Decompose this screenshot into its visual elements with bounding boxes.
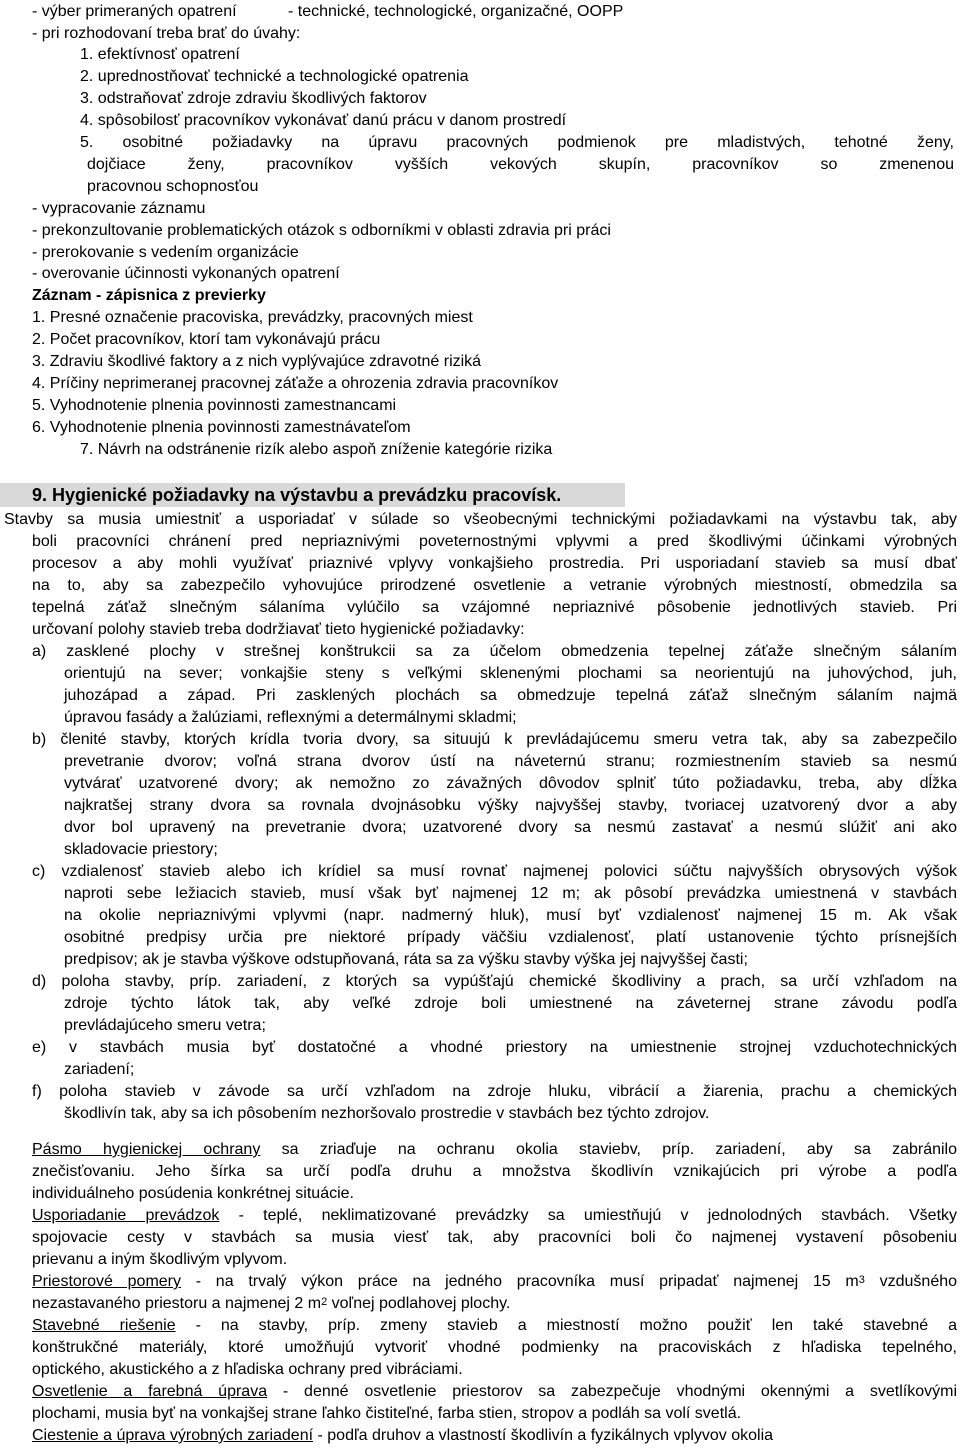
term-paragraph-line: prievanu a iným škodlivým vplyvom. <box>32 1251 288 1268</box>
term-ciestenie: Ciestenie a úprava výrobných zariadení <box>32 1427 314 1444</box>
list-item: dojčiace ženy, pracovníkov vyšších vekových skupín, pracovníkov so zmenenou <box>87 156 954 173</box>
term-paragraph-line: Stavebné riešenie - na stavby, príp. zmeny stavieb a miestností možno použiť len také stavebné a <box>32 1317 957 1334</box>
list-item: 4. spôsobilosť pracovníkov vykonávať danú prácu v danom prostredí <box>80 112 567 129</box>
list-item: 5. osobitné požiadavky na úpravu pracovných podmienok pre mladistvých, tehotné ženy, <box>80 134 954 151</box>
paragraph-line: Stavby sa musia umiestniť a usporiadať v súlade so všeobecnými technickými požiadavkami na výstavbu tak, aby <box>4 511 957 528</box>
list-item: - vypracovanie záznamu <box>32 200 206 217</box>
record-item: 6. Vyhodnotenie plnenia povinnosti zamestnávateľom <box>32 419 411 436</box>
requirement-line: zariadení; <box>64 1061 135 1078</box>
term-paragraph-line: Ciestenie a úprava výrobných zariadení - podľa druhov a vlastností škodlivín a fyzikálnych vplyvov okolia <box>32 1427 774 1444</box>
record-item: 4. Príčiny neprimeranej pracovnej záťaže a ohrozenia zdravia pracovníkov <box>32 375 559 392</box>
requirement-line: dvor bol upravený na prevetranie dvora; uzatvorené dvory sa nesmú zastavať a nesmú slúžiť ani ako <box>64 819 957 836</box>
term-pasmo: Pásmo hygienickej ochrany <box>32 1141 261 1158</box>
list-item: - technické, technologické, organizačné, OOPP <box>288 3 624 20</box>
record-title: Záznam - zápisnica z previerky <box>32 287 266 304</box>
term-paragraph-line: konštrukčné materiály, ktoré umožňujú vytvoriť vhodné podmienky na pracoviskách z hľadiska tepelného, <box>32 1339 957 1356</box>
term-usporiadanie: Usporiadanie prevádzok <box>32 1207 220 1224</box>
term-paragraph-line: Pásmo hygienickej ochrany sa zriaďuje na ochranu okolia staviebv, príp. zariadení, aby sa zabránilo <box>32 1141 958 1158</box>
requirement-line: predpisov; ak je stavba výškove odstupňovaná, ráta sa za výšku stavby výška jej najvyššej časti; <box>64 951 748 968</box>
record-item: 1. Presné označenie pracoviska, prevádzky, pracovných miest <box>32 309 473 326</box>
list-item: - prekonzultovanie problematických otázok s odborníkmi v oblasti zdravia pri práci <box>32 222 611 239</box>
requirement-line: orientujú na sever; vonkajšie steny s veľkými sklenenými plochami sa neorientujú na juhovýchod, juh, <box>64 665 957 682</box>
list-item: pracovnou schopnosťou <box>87 178 259 195</box>
record-item: 5. Vyhodnotenie plnenia povinnosti zamestnancami <box>32 397 397 414</box>
requirement-line: d) poloha stavby, príp. zariadení, z ktorých sa vypúšťajú chemické škodliviny a prach, sa určí vzhľadom na <box>32 973 957 990</box>
requirement-line: zdroje týchto látok tak, aby veľké zdroje boli umiestnené na záveternej strane závodu podľa <box>64 995 957 1012</box>
requirement-line: skladovacie priestory; <box>64 841 218 858</box>
requirement-line: c) vzdialenosť stavieb alebo ich krídiel sa musí rovnať najmenej polovici súčtu najvyšších obrysových výšok <box>32 863 957 880</box>
term-osvetlenie: Osvetlenie a farebná úprava <box>32 1383 268 1400</box>
requirement-line: prevetranie dvorov; voľná strana dvorov ústí na náveternú stranu; rozmiestnením stavieb sa nesmú <box>64 753 957 770</box>
requirement-line: škodlivín tak, aby sa ich pôsobením nezhoršovalo prostredie v stavbách bez týchto zdrojov. <box>64 1105 710 1122</box>
term-paragraph-line: plochami, musia byť na vonkajšej strane ľahko čistiteľné, farba stien, stropov a podláh sa volí svetlá. <box>32 1405 742 1422</box>
term-paragraph-line: Usporiadanie prevádzok - teplé, neklimatizované prevádzky sa umiestňujú v jednolodných stavbách. Všetky <box>32 1207 958 1224</box>
term-stavebne: Stavebné riešenie <box>32 1317 176 1334</box>
paragraph-line: na to, aby sa zabezpečilo vyhovujúce prirodzené osvetlenie a vetranie výrobných miestností, obmedzila sa <box>32 577 957 594</box>
section-heading-text: 9. Hygienické požiadavky na výstavbu a prevádzku pracovísk. <box>32 485 562 505</box>
record-item: 7. Návrh na odstránenie rizík alebo aspoň zníženie kategórie rizika <box>80 441 553 458</box>
list-item: - overovanie účinnosti vykonaných opatrení <box>32 265 340 282</box>
requirement-line: vytvárať uzatvorené dvory; ak nemožno zo závažných dôvodov splniť túto požiadavku, treba, aby dĺžka <box>64 775 957 792</box>
term-paragraph-line: Osvetlenie a farebná úprava - denné osvetlenie priestorov sa zabezpečuje vhodnými okennými a svetlíkovými <box>32 1383 958 1400</box>
term-paragraph-line: spojovacie cesty v stavbách sa musia viesť tak, aby pracovníci boli čo najmenej vystavení pôsobeniu <box>32 1229 957 1246</box>
requirement-line: na okolie nepriaznivými vplyvmi (napr. nadmerný hluk), musí byť vzdialenosť najmenej 15 m. Ak však <box>64 907 957 924</box>
paragraph-line: tepelná záťaž slnečným sálaníma vylúčilo sa vzájomné nepriaznivé pôsobenie jednotlivých stavieb. Pri <box>32 599 957 616</box>
term-paragraph-line: individuálneho posúdenia konkrétnej situácie. <box>32 1185 354 1202</box>
record-item: 2. Počet pracovníkov, ktorí tam vykonávajú prácu <box>32 331 381 348</box>
requirement-line: juhozápad a západ. Pri zasklených plochách sa obmedzuje tepelná záťaž slnečným sálaním najmä <box>64 687 957 704</box>
record-item: 3. Zdraviu škodlivé faktory a z nich vyplývajúce zdravotné riziká <box>32 353 482 370</box>
requirement-line: f) poloha stavieb v závode sa určí vzhľadom na zdroje hluku, vibrácií a žiarenia, prachu a chemických <box>32 1083 957 1100</box>
list-item: - výber primeraných opatrení <box>32 3 237 20</box>
section-heading <box>0 483 625 507</box>
list-item: 1. efektívnosť opatrení <box>80 46 240 63</box>
paragraph-line: určovaní polohy stavieb treba dodržiavať tieto hygienické požiadavky: <box>32 621 525 638</box>
list-item: - prerokovanie s vedením organizácie <box>32 244 299 261</box>
requirement-line: naproti sebe ležiacich stavieb, musí však byť najmenej 12 m; ak pôsobí prevádzka umiestnená v stavbách <box>64 885 957 902</box>
list-item: - pri rozhodovaní treba brať do úvahy: <box>32 25 301 42</box>
list-item: 3. odstraňovať zdroje zdraviu škodlivých faktorov <box>80 90 427 107</box>
term-paragraph-line: optického, akustického a z hľadiska ochrany pred vibráciami. <box>32 1361 463 1378</box>
requirement-line: najkratšej strany dvora sa rovnala dvojnásobku výšky najvyššej stavby, tvoriacej uzatvorený dvor a aby <box>64 797 957 814</box>
requirement-line: prevládajúceho smeru vetra; <box>64 1017 266 1034</box>
paragraph-line: procesov a aby mohli využívať priaznivé vplyvy vonkajšieho prostredia. Pri usporiadaní stavieb sa musí dbať <box>32 555 957 572</box>
list-item: 2. uprednostňovať technické a technologické opatrenia <box>80 68 469 85</box>
paragraph-line: boli pracovníci chránení pred nepriaznivými poveternostnými vplyvmi a pred škodlivými účinkami výrobných <box>32 533 957 550</box>
requirement-line: osobitné predpisy určia pre niektoré prípady väčšiu vzdialenosť, platí ustanovenie týchto prísnejších <box>64 929 957 946</box>
requirement-line: úpravou fasády a žalúziami, reflexnými a determálnymi skladmi; <box>64 709 517 726</box>
requirement-line: e) v stavbách musia byť dostatočné a vhodné priestory na umiestnenie strojnej vzduchotechnických <box>32 1039 957 1056</box>
term-paragraph-line: znečisťovaniu. Jeho šírka sa určí podľa druhu a množstva škodlivín vznikajúcich pri výrobe a podľa <box>32 1163 957 1180</box>
term-paragraph-line: Priestorové pomery - na trvalý výkon práce na jedného pracovníka musí pripadať najmenej 15 $m^3$ vzdušného <box>32 1273 958 1290</box>
term-priestorove: Priestorové pomery <box>32 1273 182 1290</box>
requirement-line: a) zasklené plochy v strešnej konštrukcii sa za účelom obmedzenia tepelnej záťaže slnečným sálaním <box>32 643 957 660</box>
term-paragraph-line: nezastavaného priestoru a najmenej 2 $m^2$ voľnej podlahovej plochy. <box>32 1295 511 1312</box>
requirement-line: b) členité stavby, ktorých krídla tvoria dvory, sa situujú k prevládajúcemu smeru vetra tak, aby sa zabezpečilo <box>32 731 957 748</box>
